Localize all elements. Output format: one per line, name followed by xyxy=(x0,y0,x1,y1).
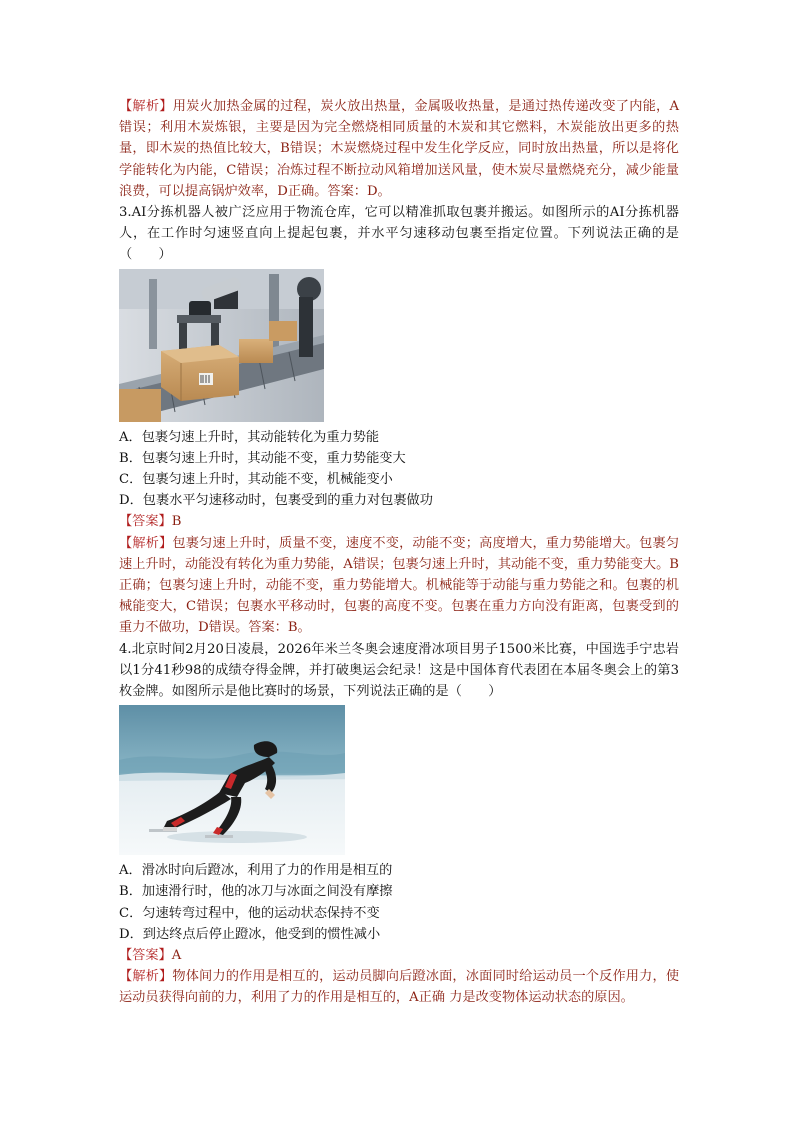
q3-option-b: B．包裹匀速上升时，其动能不变，重力势能变大 xyxy=(119,450,406,466)
analysis-text: 用炭火加热金属的过程，炭火放出热量，金属吸收热量，是通过热传递改变了内能，A错误；利用木炭炼银，主要是因为完全燃烧相同质量的木炭和其它燃料，木炭能放出更多的热量，即木炭的热值比较大，B错误；木炭燃烧过程中发生化学反应，同时放出热量，所以是将化学能转化为内能，C错误；冶炼过程不断拉动风箱增加送风量，使木炭尽量燃烧充分，减少能量浪费，可以提高锅炉效率，D正确。答案：D。 xyxy=(119,99,680,199)
analysis-tag: 【解析】 xyxy=(119,969,173,985)
q4-analysis xyxy=(119,966,679,1008)
q3-option-c: C．包裹匀速上升时，其动能不变，机械能变小 xyxy=(119,472,393,488)
q3-option-d: D．包裹水平匀速移动时，包裹受到的重力对包裹做功 xyxy=(119,493,433,509)
question-3-stem: 3.AI分拣机器人被广泛应用于物流仓库，它可以精准抓取包裹并搬运。如图所示的AI分拣机器人，在工作时匀速竖直向上提起包裹，并水平匀速移动包裹至指定位置。下列说法正确的是（ ） xyxy=(119,205,679,263)
analysis-tag: 【解析】 xyxy=(119,99,173,114)
analysis-tag: 【解析】 xyxy=(119,535,173,551)
q3-answer xyxy=(119,511,679,532)
analysis-text: 物体间力的作用是相互的，运动员脚向后蹬冰面，冰面同时给运动员一个反作用力，使运动员获得向前的力，利用了力的作用是相互的，A正确 力是改变物体运动状态的原因。 xyxy=(119,969,680,1006)
q4-option-c: C．匀速转弯过程中，他的运动状态保持不变 xyxy=(119,905,380,921)
question-4-stem: 4.北京时间2月20日凌晨，2026年米兰冬奥会速度滑冰项目男子1500米比赛，中国选手宁忠岩以1分41秒98的成绩夺得金牌，并打破奥运会纪录！这是中国体育代表团在本届冬奥会上的第3枚金牌。如图所示是他比赛时的场景，下列说法正确的是（ ） xyxy=(119,641,679,700)
q4-option-a: A．滑冰时向后蹬冰，利用了力的作用是相互的 xyxy=(119,863,393,879)
answer-value: A xyxy=(171,948,182,964)
answer-tag: 【答案】 xyxy=(119,948,172,964)
answer-tag: 【答案】 xyxy=(119,514,172,530)
q4-answer xyxy=(119,945,679,966)
speed-skater-image xyxy=(119,705,345,855)
robot-arm-image xyxy=(119,269,324,422)
analysis-text: 包裹匀速上升时，质量不变，速度不变，动能不变；高度增大，重力势能增大。包裹匀速上升时，动能没有转化为重力势能，A错误；包裹匀速上升时，其动能不变，重力势能变大。B正确；包裹匀速上升时，动能不变，重力势能增大。机械能等于动能与重力势能之和。包裹的机械能变大，C错误；包裹水平移动时，包裹的高度不变。包裹在重力方向没有距离，包裹受到的重力不做功，D错误。答案：B。 xyxy=(119,535,680,636)
answer-value: B xyxy=(171,514,182,530)
q3-option-a: A．包裹匀速上升时，其动能转化为重力势能 xyxy=(119,429,380,445)
document-content xyxy=(119,96,679,1009)
q4-option-b: B．加速滑行时，他的冰刀与冰面之间没有摩擦 xyxy=(119,884,393,900)
q3-analysis xyxy=(119,533,679,639)
analysis-paragraph-q2 xyxy=(119,96,679,202)
q4-option-d: D．到达终点后停止蹬冰，他受到的惯性减小 xyxy=(119,926,381,942)
